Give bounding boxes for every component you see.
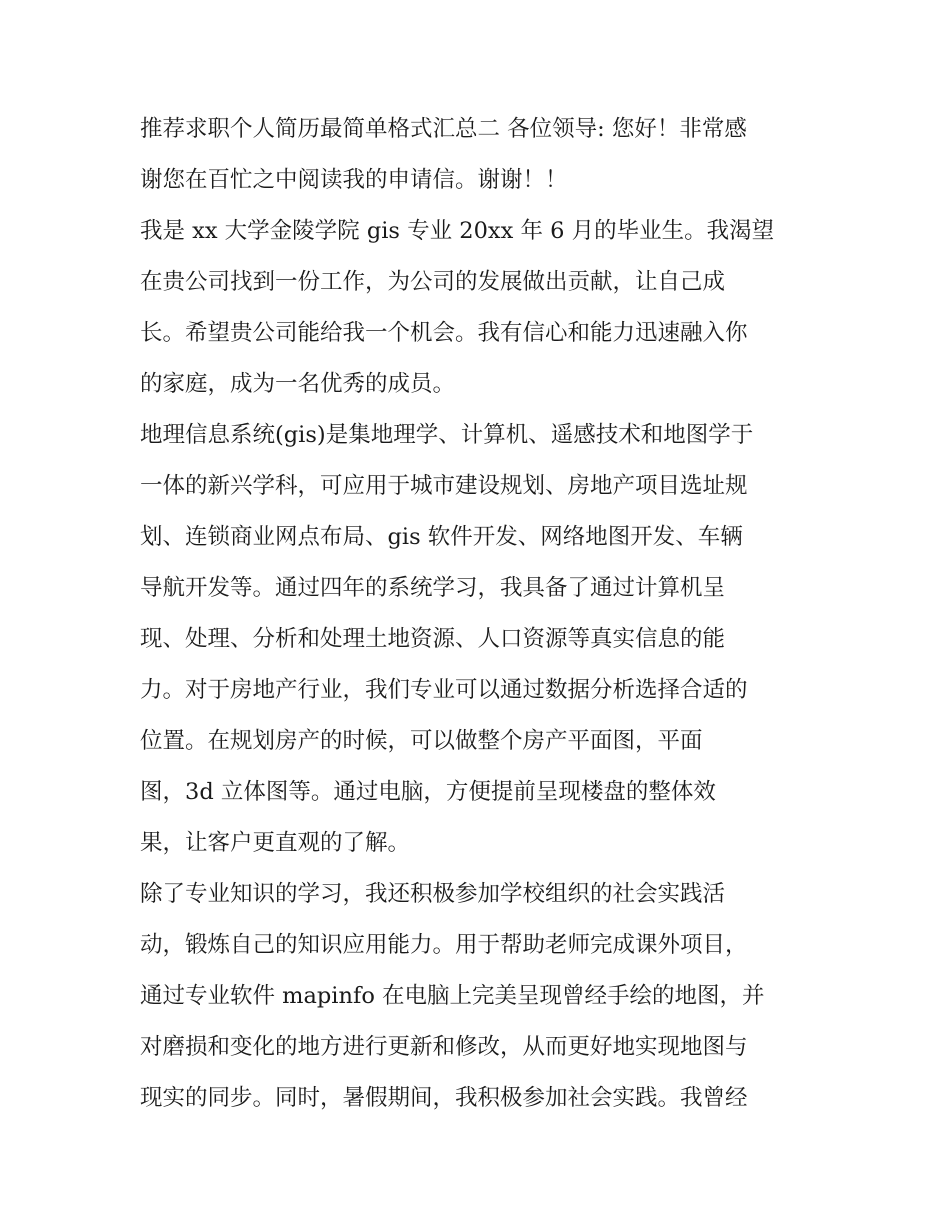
text-line: 除了专业知识的学习，我还积极参加学校组织的社会实践活: [140, 881, 726, 907]
text-line: 谢您在百忙之中阅读我的申请信。谢谢！！: [140, 167, 568, 193]
text-line: 导航开发等。通过四年的系统学习，我具备了通过计算机呈: [140, 575, 726, 601]
text-line: 力。对于房地产行业，我们专业可以通过数据分析选择合适的: [140, 677, 748, 703]
document-body: [140, 104, 820, 1124]
text-line: 图，3d 立体图等。通过电脑，方便提前呈现楼盘的整体效: [140, 779, 716, 805]
text-line: 长。希望贵公司能给我一个机会。我有信心和能力迅速融入你: [140, 320, 748, 346]
text-line: 地理信息系统(gis)是集地理学、计算机、遥感技术和地图学于: [140, 422, 754, 448]
text-line: 果，让客户更直观的了解。: [140, 830, 411, 856]
text-line: 对磨损和变化的地方进行更新和修改，从而更好地实现地图与: [140, 1034, 748, 1060]
text-line: 现实的同步。同时，暑假期间，我积极参加社会实践。我曾经: [140, 1085, 748, 1111]
text-line: 通过专业软件 mapinfo 在电脑上完美呈现曾经手绘的地图，并: [140, 983, 765, 1009]
text-line: 我是 xx 大学金陵学院 gis 专业 20xx 年 6 月的毕业生。我渴望: [140, 218, 775, 244]
text-line: 现、处理、分析和处理土地资源、人口资源等真实信息的能: [140, 626, 726, 652]
text-line: 一体的新兴学科，可应用于城市建设规划、房地产项目选址规: [140, 473, 748, 499]
text-line: 的家庭，成为一名优秀的成员。: [140, 371, 456, 397]
text-line: 位置。在规划房产的时候，可以做整个房产平面图，平面: [140, 728, 703, 754]
text-line: 推荐求职个人简历最简单格式汇总二 各位领导: 您好！非常感: [140, 116, 747, 142]
text-line: 动，锻炼自己的知识应用能力。用于帮助老师完成课外项目，: [140, 932, 748, 958]
text-line: 在贵公司找到一份工作，为公司的发展做出贡献，让自己成: [140, 269, 726, 295]
text-line: 划、连锁商业网点布局、gis 软件开发、网络地图开发、车辆: [140, 524, 743, 550]
